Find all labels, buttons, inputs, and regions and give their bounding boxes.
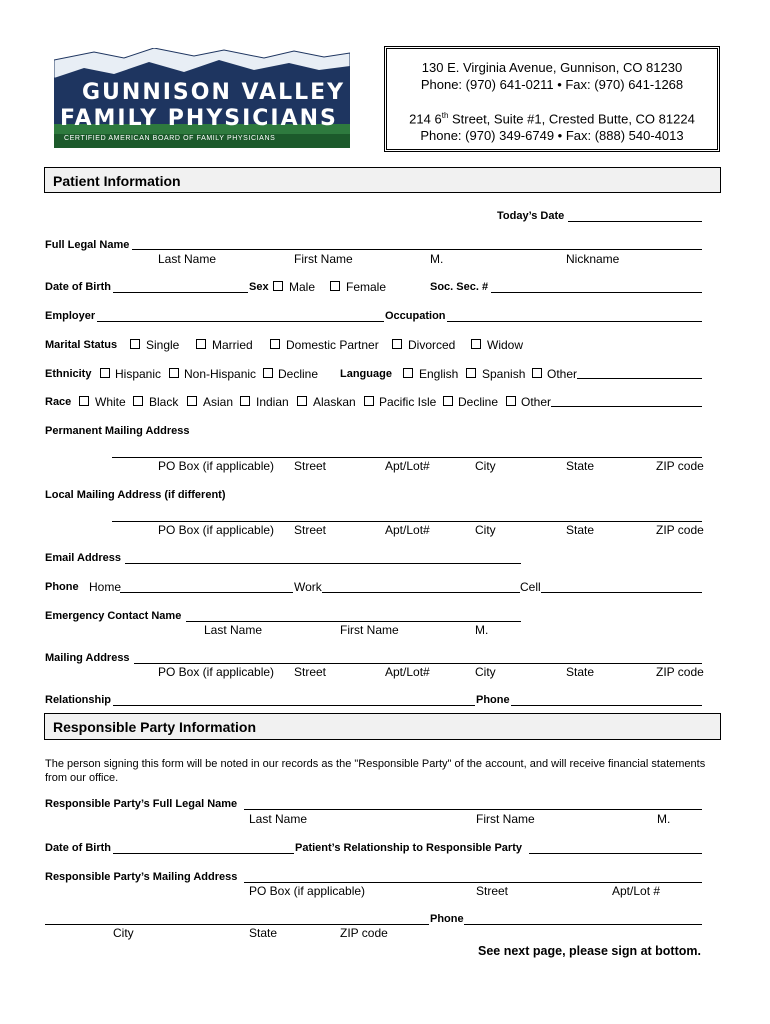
logo-line-3: CERTIFIED AMERICAN BOARD OF FAMILY PHYSICIANS xyxy=(64,135,276,142)
hispanic-checkbox[interactable] xyxy=(100,368,110,378)
black-label: Black xyxy=(149,395,179,409)
full-legal-name-field[interactable] xyxy=(132,249,702,250)
employer-field[interactable] xyxy=(97,321,384,322)
ssn-field[interactable] xyxy=(491,292,702,293)
ethnicity-label: Ethnicity xyxy=(45,368,92,380)
race-other-checkbox[interactable] xyxy=(506,396,516,406)
spanish-checkbox[interactable] xyxy=(466,368,476,378)
asian-label: Asian xyxy=(203,395,234,409)
indian-label: Indian xyxy=(256,395,289,409)
dob-label: Date of Birth xyxy=(45,281,111,293)
footer-note: See next page, please sign at bottom. xyxy=(478,944,701,958)
sub-label: State xyxy=(566,523,595,537)
black-checkbox[interactable] xyxy=(133,396,143,406)
female-checkbox[interactable] xyxy=(330,281,340,291)
pacific-isle-label: Pacific Isle xyxy=(379,395,437,409)
cell-label: Cell xyxy=(520,580,541,594)
practice-logo xyxy=(54,48,350,148)
rp-phone-field[interactable] xyxy=(464,924,702,925)
sub-label: First Name xyxy=(340,623,399,637)
sub-label: Nickname xyxy=(566,252,620,266)
sub-label: Last Name xyxy=(158,252,217,266)
local-address-label: Local Mailing Address (if different) xyxy=(45,489,226,501)
white-checkbox[interactable] xyxy=(79,396,89,406)
married-label: Married xyxy=(212,338,253,352)
sub-label: M. xyxy=(475,623,489,637)
pacific-isle-checkbox[interactable] xyxy=(364,396,374,406)
occupation-field[interactable] xyxy=(447,321,702,322)
emergency-mailing-label: Mailing Address xyxy=(45,652,130,664)
hispanic-label: Hispanic xyxy=(115,367,162,381)
sub-label: PO Box (if applicable) xyxy=(158,665,275,679)
ethnicity-decline-label: Decline xyxy=(278,367,319,381)
sub-label: Street xyxy=(294,459,327,473)
sub-label: M. xyxy=(430,252,444,266)
home-phone-field[interactable] xyxy=(120,592,293,593)
section-title: Patient Information xyxy=(53,173,181,189)
ethnicity-decline-checkbox[interactable] xyxy=(263,368,273,378)
male-checkbox[interactable] xyxy=(273,281,283,291)
married-checkbox[interactable] xyxy=(196,339,206,349)
sub-label: Apt/Lot # xyxy=(612,884,661,898)
sub-label: City xyxy=(113,926,134,940)
section-title: Responsible Party Information xyxy=(53,719,257,735)
emergency-contact-field[interactable] xyxy=(186,621,521,622)
todays-date-label: Today’s Date xyxy=(497,210,565,222)
responsible-party-notice: The person signing this form will be noted in our records as the "Responsible Party" of the account, and will receive financial statements from our office. xyxy=(45,758,706,784)
phone-label: Phone xyxy=(45,581,79,593)
address-line-2: Phone: (970) 641-0211 • Fax: (970) 641-1268 xyxy=(420,77,684,92)
ssn-label: Soc. Sec. # xyxy=(430,281,489,293)
race-decline-checkbox[interactable] xyxy=(443,396,453,406)
todays-date-field[interactable] xyxy=(568,221,702,222)
rp-dob-field[interactable] xyxy=(113,853,294,854)
cell-phone-field[interactable] xyxy=(541,592,702,593)
non-hispanic-checkbox[interactable] xyxy=(169,368,179,378)
full-legal-name-label: Full Legal Name xyxy=(45,239,130,251)
sub-label: Street xyxy=(476,884,509,898)
sub-label: Street xyxy=(294,665,327,679)
address-line-1: 130 E. Virginia Avenue, Gunnison, CO 81230 xyxy=(421,60,683,75)
address-line-3: 214 6th Street, Suite #1, Crested Butte, CO 81224 xyxy=(409,111,695,127)
relationship-label: Relationship xyxy=(45,694,112,706)
marital-status-label: Marital Status xyxy=(45,339,118,351)
sub-label: M. xyxy=(657,812,671,826)
sex-label: Sex xyxy=(249,281,269,293)
alaskan-checkbox[interactable] xyxy=(297,396,307,406)
sub-label: PO Box (if applicable) xyxy=(249,884,366,898)
sub-label: Apt/Lot# xyxy=(385,665,430,679)
indian-checkbox[interactable] xyxy=(240,396,250,406)
logo-line-1: GUNNISON VALLEY xyxy=(82,80,346,105)
sub-label: City xyxy=(475,523,496,537)
widow-label: Widow xyxy=(487,338,524,352)
emergency-phone-field[interactable] xyxy=(511,705,702,706)
rp-dob-label: Date of Birth xyxy=(45,842,111,854)
sub-label: City xyxy=(475,459,496,473)
divorced-checkbox[interactable] xyxy=(392,339,402,349)
sub-label: PO Box (if applicable) xyxy=(158,459,275,473)
address-box xyxy=(384,46,720,152)
female-label: Female xyxy=(346,280,387,294)
sub-label: State xyxy=(249,926,278,940)
responsible-party-header xyxy=(44,713,721,740)
rp-relationship-label: Patient’s Relationship to Responsible Party xyxy=(295,842,522,854)
sub-label: First Name xyxy=(476,812,535,826)
sub-label: State xyxy=(566,459,595,473)
email-label: Email Address xyxy=(45,552,122,564)
sub-label: State xyxy=(566,665,595,679)
dob-field[interactable] xyxy=(113,292,248,293)
rp-city-state-zip-field[interactable] xyxy=(45,924,429,925)
address-line-4: Phone: (970) 349-6749 • Fax: (888) 540-4013 xyxy=(420,128,684,144)
language-other-field[interactable] xyxy=(577,378,702,379)
divorced-label: Divorced xyxy=(408,338,456,352)
domestic-partner-label: Domestic Partner xyxy=(286,338,379,352)
asian-checkbox[interactable] xyxy=(187,396,197,406)
male-label: Male xyxy=(289,280,316,294)
rp-full-name-field[interactable] xyxy=(244,809,702,810)
domestic-partner-checkbox[interactable] xyxy=(270,339,280,349)
sub-label: ZIP code xyxy=(656,459,704,473)
language-label: Language xyxy=(340,368,392,380)
language-other-checkbox[interactable] xyxy=(532,368,542,378)
sub-label: ZIP code xyxy=(340,926,388,940)
race-decline-label: Decline xyxy=(458,395,499,409)
sub-label: Apt/Lot# xyxy=(385,459,430,473)
emergency-mailing-field[interactable] xyxy=(134,663,702,664)
rp-phone-label: Phone xyxy=(430,913,464,925)
work-label: Work xyxy=(294,580,322,594)
race-other-label: Other xyxy=(521,395,552,409)
sub-label: Apt/Lot# xyxy=(385,523,430,537)
rp-mailing-field[interactable] xyxy=(244,882,702,883)
english-checkbox[interactable] xyxy=(403,368,413,378)
sub-label: ZIP code xyxy=(656,665,704,679)
sub-label: Last Name xyxy=(204,623,263,637)
alaskan-label: Alaskan xyxy=(313,395,356,409)
local-address-field[interactable] xyxy=(112,521,702,522)
white-label: White xyxy=(95,395,126,409)
language-other-label: Other xyxy=(547,367,578,381)
sub-label: ZIP code xyxy=(656,523,704,537)
sub-label: City xyxy=(475,665,496,679)
rp-mailing-label: Responsible Party’s Mailing Address xyxy=(45,871,238,883)
permanent-address-label: Permanent Mailing Address xyxy=(45,425,190,437)
logo-line-2: FAMILY PHYSICIANS xyxy=(60,106,338,131)
race-other-field[interactable] xyxy=(551,406,702,407)
sub-label: First Name xyxy=(294,252,353,266)
sub-label: PO Box (if applicable) xyxy=(158,523,275,537)
relationship-field[interactable] xyxy=(113,705,475,706)
employer-label: Employer xyxy=(45,310,96,322)
race-label: Race xyxy=(45,396,72,408)
rp-relationship-field[interactable] xyxy=(529,853,702,854)
emergency-phone-label: Phone xyxy=(476,694,510,706)
single-checkbox[interactable] xyxy=(130,339,140,349)
home-label: Home xyxy=(89,580,122,594)
patient-information-header xyxy=(44,167,721,193)
spanish-label: Spanish xyxy=(482,367,526,381)
sub-label: Last Name xyxy=(249,812,308,826)
rp-full-name-label: Responsible Party’s Full Legal Name xyxy=(45,798,238,810)
occupation-label: Occupation xyxy=(385,310,446,322)
non-hispanic-label: Non-Hispanic xyxy=(184,367,257,381)
sub-label: Street xyxy=(294,523,327,537)
single-label: Single xyxy=(146,338,180,352)
email-field[interactable] xyxy=(125,563,521,564)
permanent-address-field[interactable] xyxy=(112,457,702,458)
widow-checkbox[interactable] xyxy=(471,339,481,349)
emergency-contact-label: Emergency Contact Name xyxy=(45,610,182,622)
work-phone-field[interactable] xyxy=(322,592,520,593)
english-label: English xyxy=(419,367,459,381)
